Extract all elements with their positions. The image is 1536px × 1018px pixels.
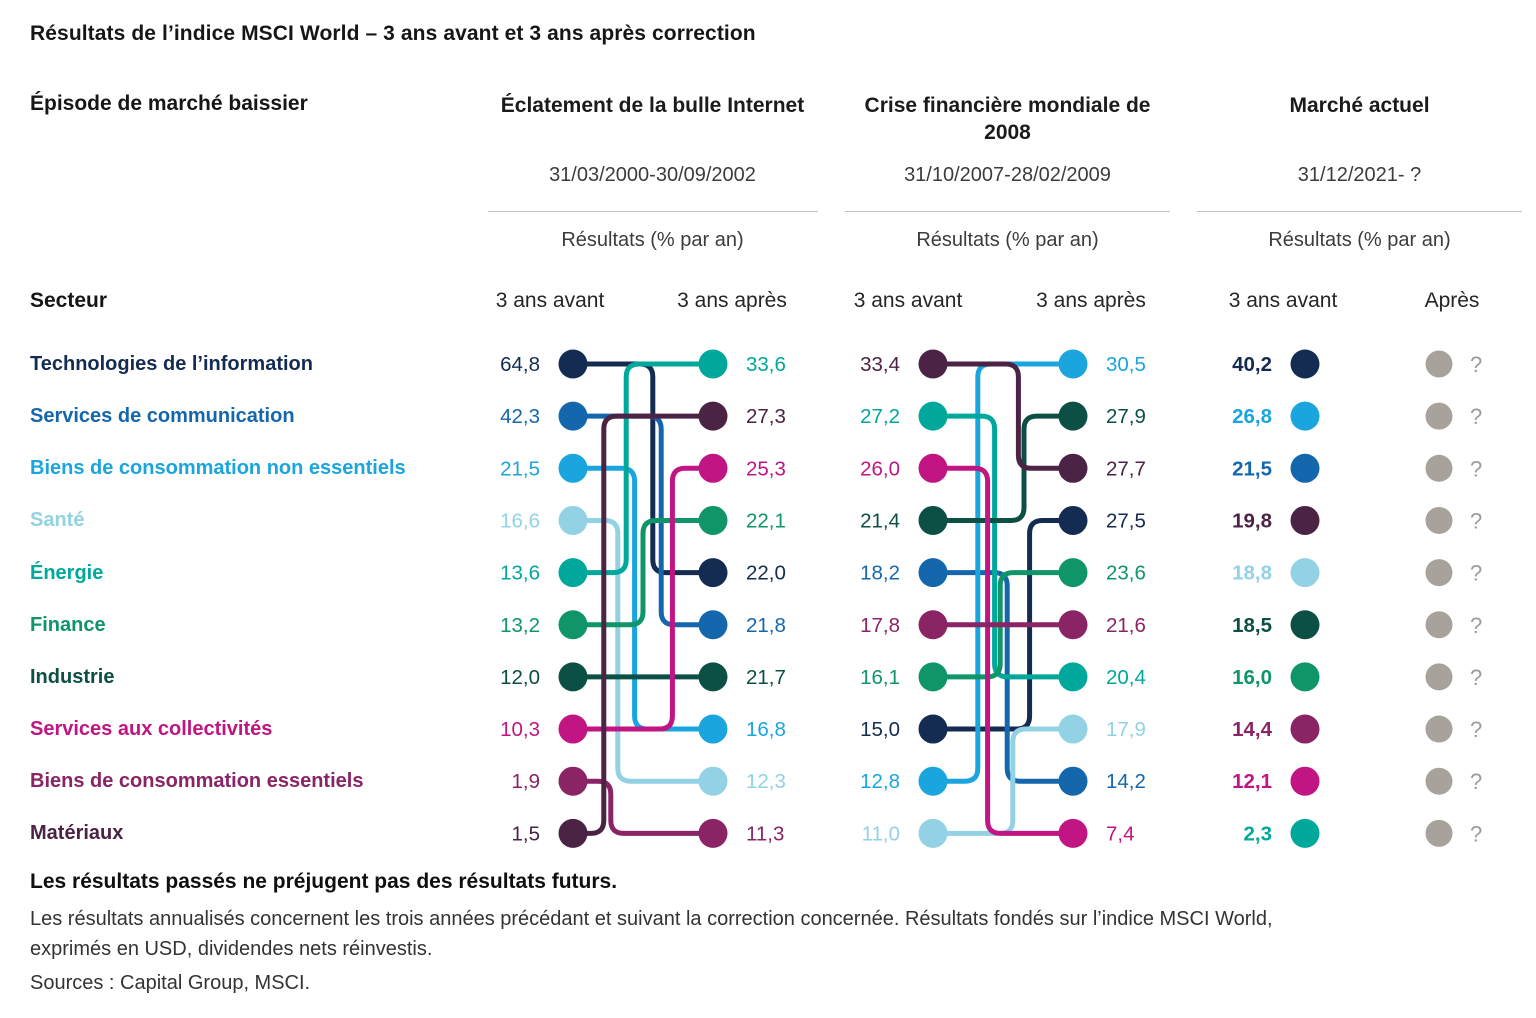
value-staples-crise2008-after: 21,6 [1106, 613, 1146, 637]
connector-utilities-crise2008 [933, 468, 1073, 833]
question-mark-tech: ? [1470, 352, 1483, 377]
dot-energie-actuel-after-unknown [1426, 820, 1453, 847]
value-comm-internet-after: 21,8 [746, 613, 786, 637]
value-discretionary-internet-after: 16,8 [746, 718, 786, 742]
sector-label-tech: Technologies de l’information [30, 353, 313, 375]
dot-finance-internet-after [699, 506, 728, 535]
slope-chart-canvas [0, 330, 1536, 870]
value-energie-internet-before: 13,6 [500, 561, 540, 585]
value-tech-crise2008-before: 15,0 [860, 718, 900, 742]
dot-comm-crise2008-after [1059, 767, 1088, 796]
divider [488, 211, 818, 212]
panel-dates: 31/12/2021- ? [1297, 164, 1422, 186]
value-sante-actuel-before: 18,8 [1232, 561, 1272, 585]
footnote-line-2: exprimés en USD, dividendes nets réinvestis. [30, 938, 433, 960]
value-materiaux-internet-before: 1,5 [511, 822, 540, 846]
connector-energie-crise2008 [933, 416, 1073, 677]
value-industrie-actuel-before: 18,5 [1232, 613, 1272, 637]
sector-label-staples: Biens de consommation essentiels [30, 770, 364, 793]
question-mark-comm: ? [1470, 456, 1483, 482]
value-materiaux-internet-after: 27,3 [746, 405, 786, 429]
value-utilities-crise2008-before: 26,0 [860, 457, 900, 481]
value-tech-actuel-before: 40,2 [1232, 353, 1272, 376]
divider [1197, 211, 1522, 212]
value-utilities-internet-after: 25,3 [746, 457, 786, 481]
panel-unit: Résultats (% par an) [561, 229, 744, 251]
dot-sante-actuel-before [1291, 558, 1320, 587]
dot-staples-internet-after [699, 819, 728, 848]
dot-staples-crise2008-after [1059, 610, 1088, 639]
value-utilities-actuel-before: 12,1 [1232, 770, 1272, 794]
value-tech-crise2008-after: 27,5 [1106, 509, 1146, 533]
value-finance-crise2008-before: 16,1 [860, 665, 900, 689]
divider [845, 211, 1170, 212]
dot-finance-internet-before [559, 610, 588, 639]
disclaimer-text: Les résultats passés ne préjugent pas des résultats futurs. [30, 870, 618, 893]
value-industrie-crise2008-before: 21,4 [860, 509, 900, 533]
dot-tech-crise2008-after [1059, 506, 1088, 535]
dot-materiaux-internet-before [559, 819, 588, 848]
value-staples-internet-before: 1,9 [511, 770, 540, 794]
question-mark-sante: ? [1470, 560, 1483, 586]
value-industrie-crise2008-after: 27,9 [1106, 405, 1146, 429]
panel-header-internet [480, 92, 825, 262]
sources-text: Sources : Capital Group, MSCI. [30, 972, 311, 994]
dot-industrie-crise2008-after [1059, 402, 1088, 431]
sector-label-finance: Finance [30, 613, 106, 636]
value-utilities-internet-before: 10,3 [500, 718, 540, 742]
value-energie-internet-after: 33,6 [746, 353, 786, 376]
panel-unit: Résultats (% par an) [916, 229, 1099, 251]
value-finance-actuel-before: 16,0 [1232, 665, 1272, 689]
sector-label-materiaux: Matériaux [30, 822, 124, 845]
dot-utilities-crise2008-after [1059, 819, 1088, 848]
dot-energie-crise2008-after [1059, 662, 1088, 691]
dot-utilities-crise2008-before [919, 454, 948, 483]
dot-utilities-actuel-before [1291, 767, 1320, 796]
value-materiaux-crise2008-before: 33,4 [860, 353, 900, 376]
panel-unit: Résultats (% par an) [1268, 229, 1451, 251]
colhead-internet-before: 3 ans avant [495, 289, 605, 312]
sector-label-sante: Santé [30, 509, 85, 532]
page-title: Résultats de l’indice MSCI World – 3 ans avant et 3 ans après correction [30, 22, 756, 45]
dot-tech-crise2008-before [919, 715, 948, 744]
value-energie-crise2008-before: 27,2 [860, 405, 900, 429]
dot-industrie-internet-before [559, 662, 588, 691]
colhead-actuel-after: Après [1424, 289, 1480, 312]
value-discretionary-crise2008-before: 12,8 [860, 770, 900, 794]
value-staples-crise2008-before: 17,8 [860, 613, 900, 637]
footnote-line-1: Les résultats annualisés concernent les trois années précédant et suivant la correction concernée. Résultats fondés sur l’indice MSCI World, [30, 908, 1273, 930]
dot-industrie-actuel-after-unknown [1426, 611, 1453, 638]
value-sante-internet-before: 16,6 [500, 509, 540, 533]
value-industrie-internet-before: 12,0 [500, 665, 540, 689]
value-discretionary-actuel-before: 26,8 [1232, 405, 1272, 429]
secteur-column-header: Secteur [30, 289, 108, 312]
panel-dates: 31/10/2007-28/02/2009 [904, 164, 1111, 186]
dot-comm-actuel-after-unknown [1426, 455, 1453, 482]
value-discretionary-crise2008-after: 30,5 [1106, 353, 1146, 376]
dot-discretionary-crise2008-before [919, 767, 948, 796]
dot-staples-internet-before [559, 767, 588, 796]
dot-energie-internet-before [559, 558, 588, 587]
value-finance-internet-after: 22,1 [746, 509, 786, 533]
sector-label-industrie: Industrie [30, 665, 115, 688]
dot-sante-crise2008-before [919, 819, 948, 848]
dot-materiaux-crise2008-after [1059, 454, 1088, 483]
question-mark-staples: ? [1470, 717, 1483, 743]
dot-staples-actuel-before [1291, 715, 1320, 744]
panel-header-crise2008 [845, 92, 1170, 262]
dot-discretionary-crise2008-after [1059, 350, 1088, 379]
dot-sante-crise2008-after [1059, 715, 1088, 744]
value-staples-internet-after: 11,3 [746, 822, 785, 846]
connector-staples-internet [573, 781, 713, 833]
dot-tech-internet-before [559, 350, 588, 379]
question-mark-discretionary: ? [1470, 404, 1483, 430]
dot-sante-internet-after [699, 767, 728, 796]
panel-title: Éclatement de la bulle Internet [500, 94, 805, 117]
value-sante-crise2008-after: 17,9 [1106, 718, 1146, 742]
question-mark-industrie: ? [1470, 612, 1483, 638]
value-comm-crise2008-after: 14,2 [1106, 770, 1146, 794]
dot-finance-actuel-after-unknown [1426, 663, 1453, 690]
question-mark-materiaux: ? [1470, 508, 1483, 534]
dot-sante-internet-before [559, 506, 588, 535]
dot-discretionary-actuel-before [1291, 402, 1320, 431]
value-energie-crise2008-after: 20,4 [1106, 665, 1146, 689]
value-materiaux-actuel-before: 19,8 [1232, 509, 1272, 533]
dot-materiaux-actuel-before [1291, 506, 1320, 535]
colhead-actuel-before: 3 ans avant [1228, 289, 1338, 312]
value-discretionary-internet-before: 21,5 [500, 457, 540, 481]
sector-label-energie: Énergie [30, 561, 104, 584]
value-sante-crise2008-before: 11,0 [861, 822, 900, 846]
sector-label-utilities: Services aux collectivités [30, 718, 273, 741]
value-sante-internet-after: 12,3 [746, 770, 786, 794]
dot-comm-internet-after [699, 610, 728, 639]
value-finance-internet-before: 13,2 [500, 613, 540, 637]
dot-utilities-actuel-after-unknown [1426, 768, 1453, 795]
dot-energie-crise2008-before [919, 402, 948, 431]
value-comm-crise2008-before: 18,2 [860, 561, 900, 585]
dot-industrie-internet-after [699, 662, 728, 691]
question-mark-utilities: ? [1470, 769, 1483, 795]
dot-discretionary-internet-before [559, 454, 588, 483]
dot-discretionary-internet-after [699, 715, 728, 744]
dot-materiaux-internet-after [699, 402, 728, 431]
sector-label-discretionary: Biens de consommation non essentiels [30, 457, 406, 480]
dot-energie-actuel-before [1291, 819, 1320, 848]
dot-utilities-internet-before [559, 715, 588, 744]
dot-comm-crise2008-before [919, 558, 948, 587]
question-mark-finance: ? [1470, 664, 1483, 690]
panel-dates: 31/03/2000-30/09/2002 [549, 164, 756, 186]
dot-energie-internet-after [699, 350, 728, 379]
colhead-internet-after: 3 ans après [677, 289, 787, 312]
colhead-crise2008-before: 3 ans avant [853, 289, 963, 312]
value-comm-internet-before: 42,3 [500, 405, 540, 429]
dot-utilities-internet-after [699, 454, 728, 483]
value-materiaux-crise2008-after: 27,7 [1106, 457, 1146, 481]
value-staples-actuel-before: 14,4 [1232, 718, 1272, 742]
dot-finance-crise2008-after [1059, 558, 1088, 587]
dot-comm-actuel-before [1291, 454, 1320, 483]
panel-title: Marché actuel [1289, 94, 1430, 117]
value-industrie-internet-after: 21,7 [746, 665, 786, 689]
dot-comm-internet-before [559, 402, 588, 431]
value-tech-internet-after: 22,0 [746, 561, 786, 585]
dot-discretionary-actuel-after-unknown [1426, 403, 1453, 430]
dot-tech-actuel-after-unknown [1426, 351, 1453, 378]
dot-tech-internet-after [699, 558, 728, 587]
question-mark-energie: ? [1470, 821, 1483, 847]
sector-label-comm: Services de communication [30, 405, 295, 428]
value-comm-actuel-before: 21,5 [1232, 457, 1272, 481]
dot-finance-crise2008-before [919, 662, 948, 691]
value-utilities-crise2008-after: 7,4 [1106, 822, 1135, 846]
panel-title: Crise financière mondiale de 2008 [864, 94, 1151, 144]
episode-column-header: Épisode de marché baissier [30, 92, 308, 115]
dot-materiaux-crise2008-before [919, 350, 948, 379]
colhead-crise2008-after: 3 ans après [1036, 289, 1146, 312]
dot-sante-actuel-after-unknown [1426, 559, 1453, 586]
dot-finance-actuel-before [1291, 662, 1320, 691]
dot-staples-crise2008-before [919, 610, 948, 639]
value-finance-crise2008-after: 23,6 [1106, 561, 1146, 585]
dot-tech-actuel-before [1291, 350, 1320, 379]
dot-industrie-crise2008-before [919, 506, 948, 535]
dot-staples-actuel-after-unknown [1426, 716, 1453, 743]
panel-header-actuel [1197, 92, 1522, 262]
dot-industrie-actuel-before [1291, 610, 1320, 639]
dot-materiaux-actuel-after-unknown [1426, 507, 1453, 534]
value-tech-internet-before: 64,8 [500, 353, 540, 376]
value-energie-actuel-before: 2,3 [1243, 822, 1272, 846]
